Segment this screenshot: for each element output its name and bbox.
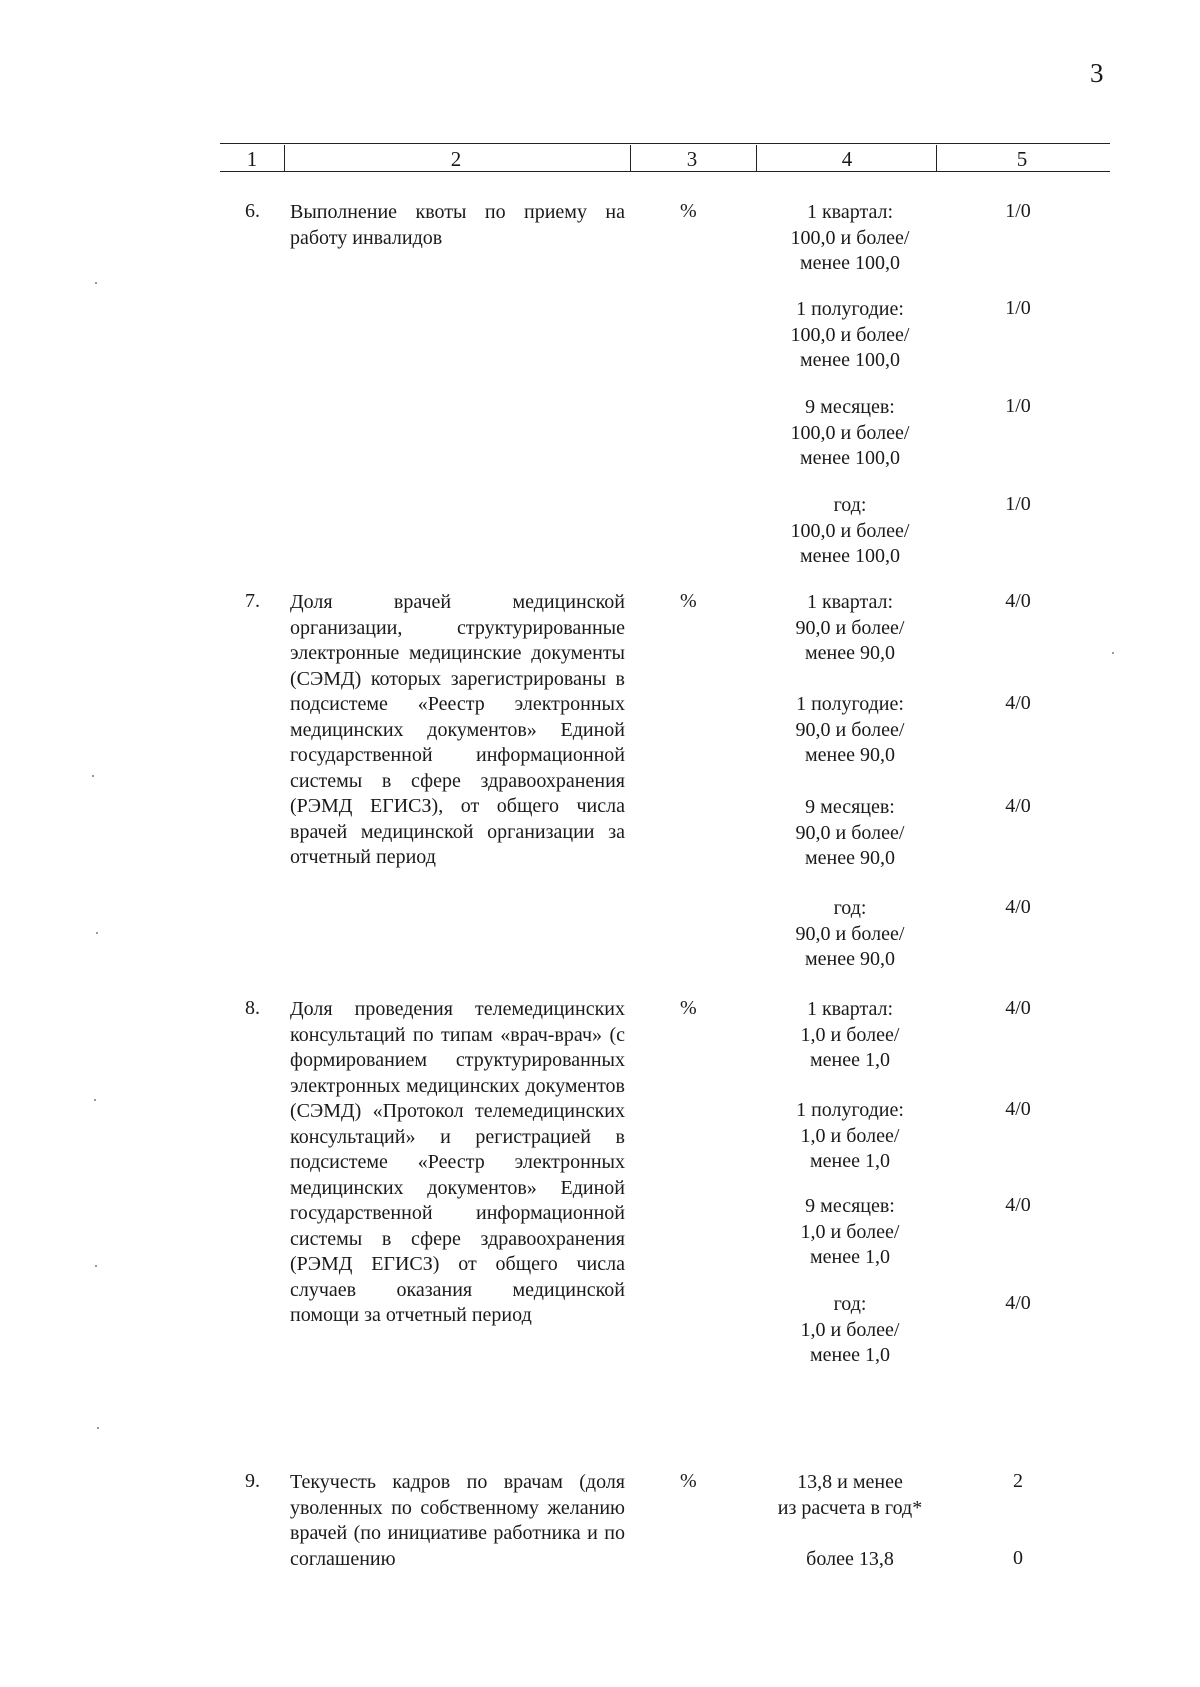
criterion-line: 1 полугодие: [796, 298, 904, 320]
criterion-line: 1 квартал: [806, 998, 894, 1020]
header-col-1: 1 [246, 147, 258, 171]
header-col-3: 3 [686, 147, 698, 171]
criterion-line: год: [833, 1293, 867, 1315]
criterion-line: 90,0 и более/ [795, 922, 905, 945]
unit-cell: % [680, 590, 697, 612]
criterion-line: 1,0 и более/ [800, 1318, 900, 1341]
criterion-line: менее 1,0 [810, 1344, 890, 1366]
criterion-line: 1 квартал: [806, 201, 894, 223]
criterion-line: более 13,8 [806, 1548, 894, 1570]
criterion-line: 90,0 и более/ [795, 616, 905, 639]
criterion-cell [755, 590, 945, 667]
indicator-text: Доля врачей медицинской организации, структурированные электронные медицинские документы (СЭМД) которых зарегистрированы в подсистеме «Реестр электронных медицинских документов» Единой государственной информационной системы в сфере здравоохранения (РЭМД ЕГИСЗ), от общего числа врачей медицинской организации за отчетный период [290, 591, 625, 868]
header-col-5: 5 [1016, 147, 1028, 171]
criterion-cell [755, 297, 945, 374]
scan-speck [95, 1265, 97, 1267]
row-number: 7. [245, 590, 260, 612]
score-cell: 4/0 [1005, 795, 1031, 817]
indicator-text: Доля проведения телемедицинских консультаций по типам «врач-врач» (с формированием структурированных электронных медицинских документов (СЭМД) «Протокол телемедицинских консультаций» и регистрацией в подсистеме «Реестр электронных медицинских документов» Единой государственной информационной системы в сфере здравоохранения (РЭМД ЕГИСЗ) от общего числа случаев оказания медицинской помощи за отчетный период [290, 998, 625, 1326]
score-cell: 4/0 [1005, 590, 1031, 612]
row-number: 8. [245, 997, 260, 1019]
criterion-cell [755, 1470, 945, 1521]
criterion-line: менее 100,0 [800, 349, 900, 371]
criterion-line: год: [833, 897, 867, 919]
scan-speck [96, 932, 98, 934]
criterion-line: менее 100,0 [800, 252, 900, 274]
score-cell: 4/0 [1005, 1194, 1031, 1216]
criterion-line: менее 100,0 [800, 447, 900, 469]
criterion-line: менее 90,0 [805, 642, 895, 664]
score-cell: 4/0 [1005, 1292, 1031, 1314]
score-cell: 4/0 [1005, 896, 1031, 918]
unit-cell: % [680, 200, 697, 222]
criterion-line: 1 полугодие: [796, 1099, 904, 1121]
criterion-line: 100,0 и более/ [790, 323, 910, 346]
indicator-text: Выполнение квоты по приему на работу инвалидов [290, 201, 625, 249]
criterion-line: 1,0 и более/ [800, 1124, 900, 1147]
criterion-line: 1 квартал: [806, 591, 894, 613]
criterion-line: 9 месяцев: [805, 796, 895, 818]
criterion-cell [755, 795, 945, 872]
header-bottom-rule [220, 171, 1110, 172]
criterion-line: 100,0 и более/ [790, 226, 910, 249]
criterion-cell [755, 200, 945, 277]
scan-speck [94, 1099, 96, 1101]
header-separator [284, 145, 285, 171]
criterion-line: менее 90,0 [805, 847, 895, 869]
score-cell: 1/0 [1005, 493, 1031, 515]
criterion-line: 1 полугодие: [796, 693, 904, 715]
criterion-cell [755, 896, 945, 973]
criterion-cell [755, 1292, 945, 1369]
unit-cell: % [680, 997, 697, 1019]
indicator-text: Текучесть кадров по врачам (доля уволенных по собственному желанию врачей (по инициативе работника и по соглашению [290, 1471, 625, 1570]
criterion-line: год: [833, 494, 867, 516]
row-number: 6. [245, 200, 260, 222]
criterion-cell [755, 1194, 945, 1271]
score-cell: 1/0 [1005, 297, 1031, 319]
score-cell: 0 [1013, 1547, 1023, 1569]
criterion-line: менее 90,0 [805, 948, 895, 970]
header-separator [630, 145, 631, 171]
criterion-line: 1,0 и более/ [800, 1220, 900, 1243]
criterion-line: менее 1,0 [810, 1246, 890, 1268]
criterion-line: 13,8 и менее [797, 1471, 903, 1493]
score-cell: 4/0 [1005, 997, 1031, 1019]
criterion-line: 9 месяцев: [805, 396, 895, 418]
criterion-cell [755, 1098, 945, 1175]
row-number: 9. [245, 1470, 260, 1492]
header-separator [756, 145, 757, 171]
criterion-line: 1,0 и более/ [800, 1023, 900, 1046]
criterion-line: менее 1,0 [810, 1049, 890, 1071]
page-number: 3 [1090, 58, 1104, 88]
criterion-line: 100,0 и более/ [790, 421, 910, 444]
criterion-line: менее 100,0 [800, 545, 900, 567]
criterion-cell [755, 395, 945, 472]
criterion-line: менее 1,0 [810, 1150, 890, 1172]
scan-speck [97, 1427, 99, 1429]
criterion-line: из расчета в год* [777, 1496, 923, 1519]
criterion-line: 100,0 и более/ [790, 519, 910, 542]
criterion-cell [755, 1547, 945, 1573]
header-col-2: 2 [450, 147, 462, 171]
header-top-rule [220, 143, 1110, 144]
score-cell: 1/0 [1005, 395, 1031, 417]
unit-cell: % [680, 1470, 697, 1492]
score-cell: 2 [1013, 1470, 1023, 1492]
scan-speck [95, 282, 97, 284]
criterion-line: 9 месяцев: [805, 1195, 895, 1217]
criterion-line: менее 90,0 [805, 744, 895, 766]
header-col-4: 4 [841, 147, 853, 171]
scan-speck [1112, 652, 1114, 654]
criterion-cell [755, 493, 945, 570]
score-cell: 4/0 [1005, 1098, 1031, 1120]
criterion-line: 90,0 и более/ [795, 718, 905, 741]
score-cell: 4/0 [1005, 692, 1031, 714]
criterion-cell [755, 997, 945, 1074]
scan-speck [92, 775, 94, 777]
criterion-line: 90,0 и более/ [795, 821, 905, 844]
header-separator [936, 145, 937, 171]
criterion-cell [755, 692, 945, 769]
score-cell: 1/0 [1005, 200, 1031, 222]
